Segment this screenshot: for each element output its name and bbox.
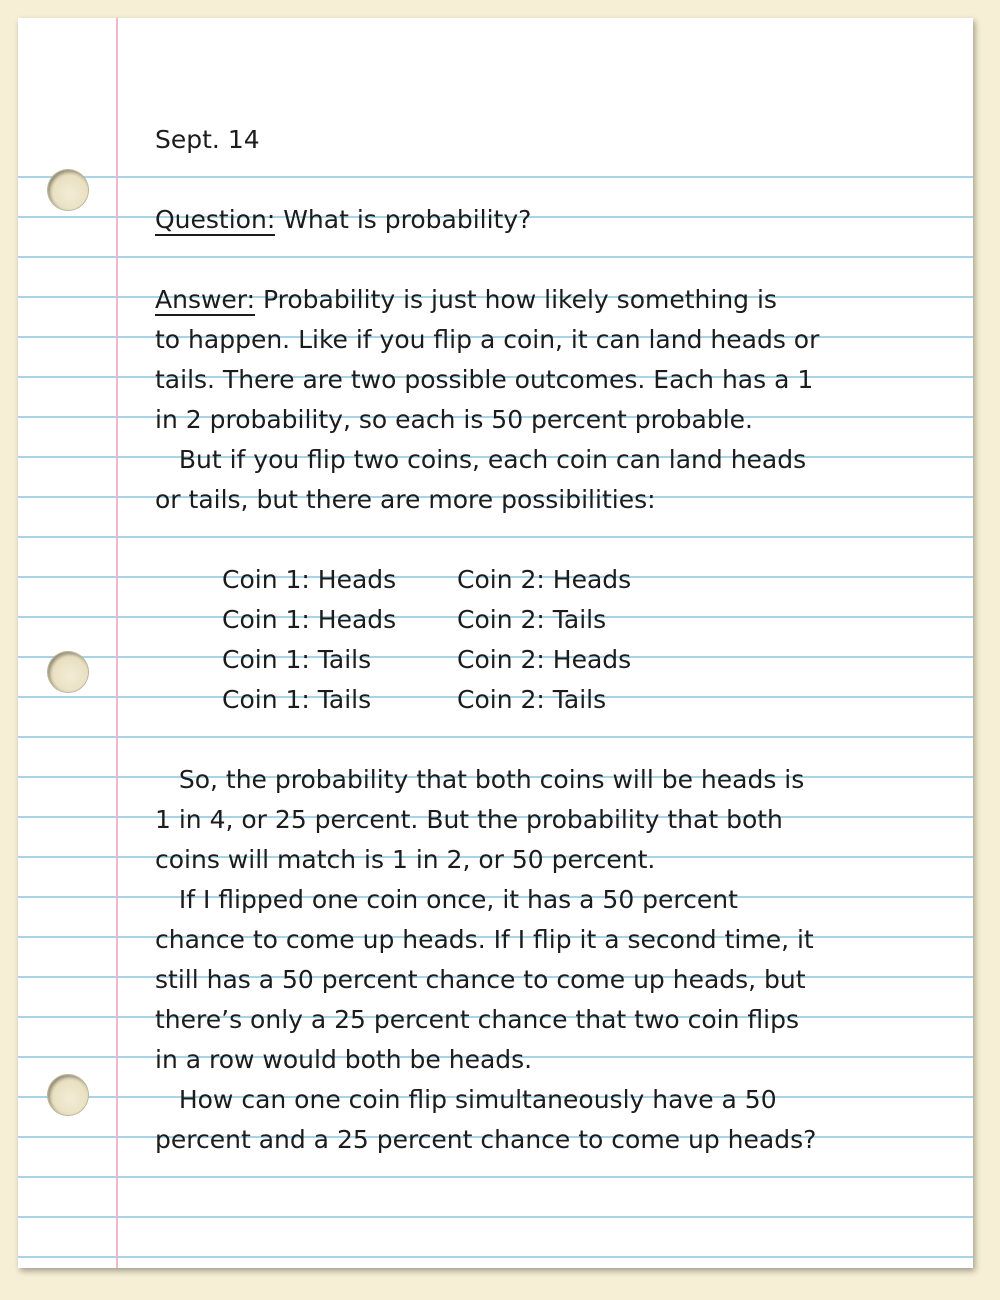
conclusion-line: coins will match is 1 in 2, or 50 percent. (155, 845, 656, 874)
conclusion-line: 1 in 4, or 25 percent. But the probability that both (155, 805, 783, 834)
coin1-outcome: Coin 1: Tails (222, 645, 372, 674)
coin-outcomes-table (222, 560, 631, 720)
conclusion-line: How can one coin flip simultaneously have a 50 (155, 1085, 777, 1114)
answer-line: in 2 probability, so each is 50 percent probable. (155, 405, 753, 434)
coin-outcome-row (222, 640, 631, 680)
coin2-outcome: Coin 2: Tails (457, 605, 607, 634)
coin-outcome-row (222, 600, 631, 640)
date-line (155, 120, 895, 160)
question-line (155, 200, 895, 240)
coin1-outcome: Coin 1: Heads (222, 605, 397, 634)
coin2-outcome: Coin 2: Heads (457, 645, 632, 674)
answer-line (155, 280, 895, 320)
conclusion-line: chance to come up heads. If I flip it a second time, it (155, 925, 814, 954)
conclusion-line: there’s only a 25 percent chance that two coin flips (155, 1005, 800, 1034)
margin-line (116, 18, 118, 1268)
answer-line: to happen. Like if you flip a coin, it can land heads or (155, 325, 820, 354)
coin2-outcome: Coin 2: Tails (457, 685, 607, 714)
conclusion-line: percent and a 25 percent chance to come up heads? (155, 1125, 817, 1154)
answer-label: Answer: (155, 285, 256, 314)
answer-line: tails. There are two possible outcomes. Each has a 1 (155, 365, 814, 394)
notebook-page (18, 18, 973, 1268)
coin-outcome-row (222, 560, 631, 600)
conclusion-line: So, the probability that both coins will be heads is (155, 765, 805, 794)
answer-line: or tails, but there are more possibilities: (155, 485, 656, 514)
coin2-outcome: Coin 2: Heads (457, 565, 632, 594)
answer-text: Probability is just how likely something is (255, 285, 777, 314)
coin1-outcome: Coin 1: Tails (222, 685, 372, 714)
date: Sept. 14 (155, 125, 260, 154)
binder-hole (48, 170, 88, 210)
conclusion-line: If I flipped one coin once, it has a 50 percent (155, 885, 738, 914)
answer-line: But if you flip two coins, each coin can land heads (155, 445, 807, 474)
binder-hole (48, 1075, 88, 1115)
conclusion-line: still has a 50 percent chance to come up heads, but (155, 965, 806, 994)
coin-outcome-row (222, 680, 631, 720)
binder-hole (48, 652, 88, 692)
conclusion-line: in a row would both be heads. (155, 1045, 533, 1074)
question-text: What is probability? (275, 205, 532, 234)
question-label: Question: (155, 205, 276, 234)
coin1-outcome: Coin 1: Heads (222, 565, 397, 594)
